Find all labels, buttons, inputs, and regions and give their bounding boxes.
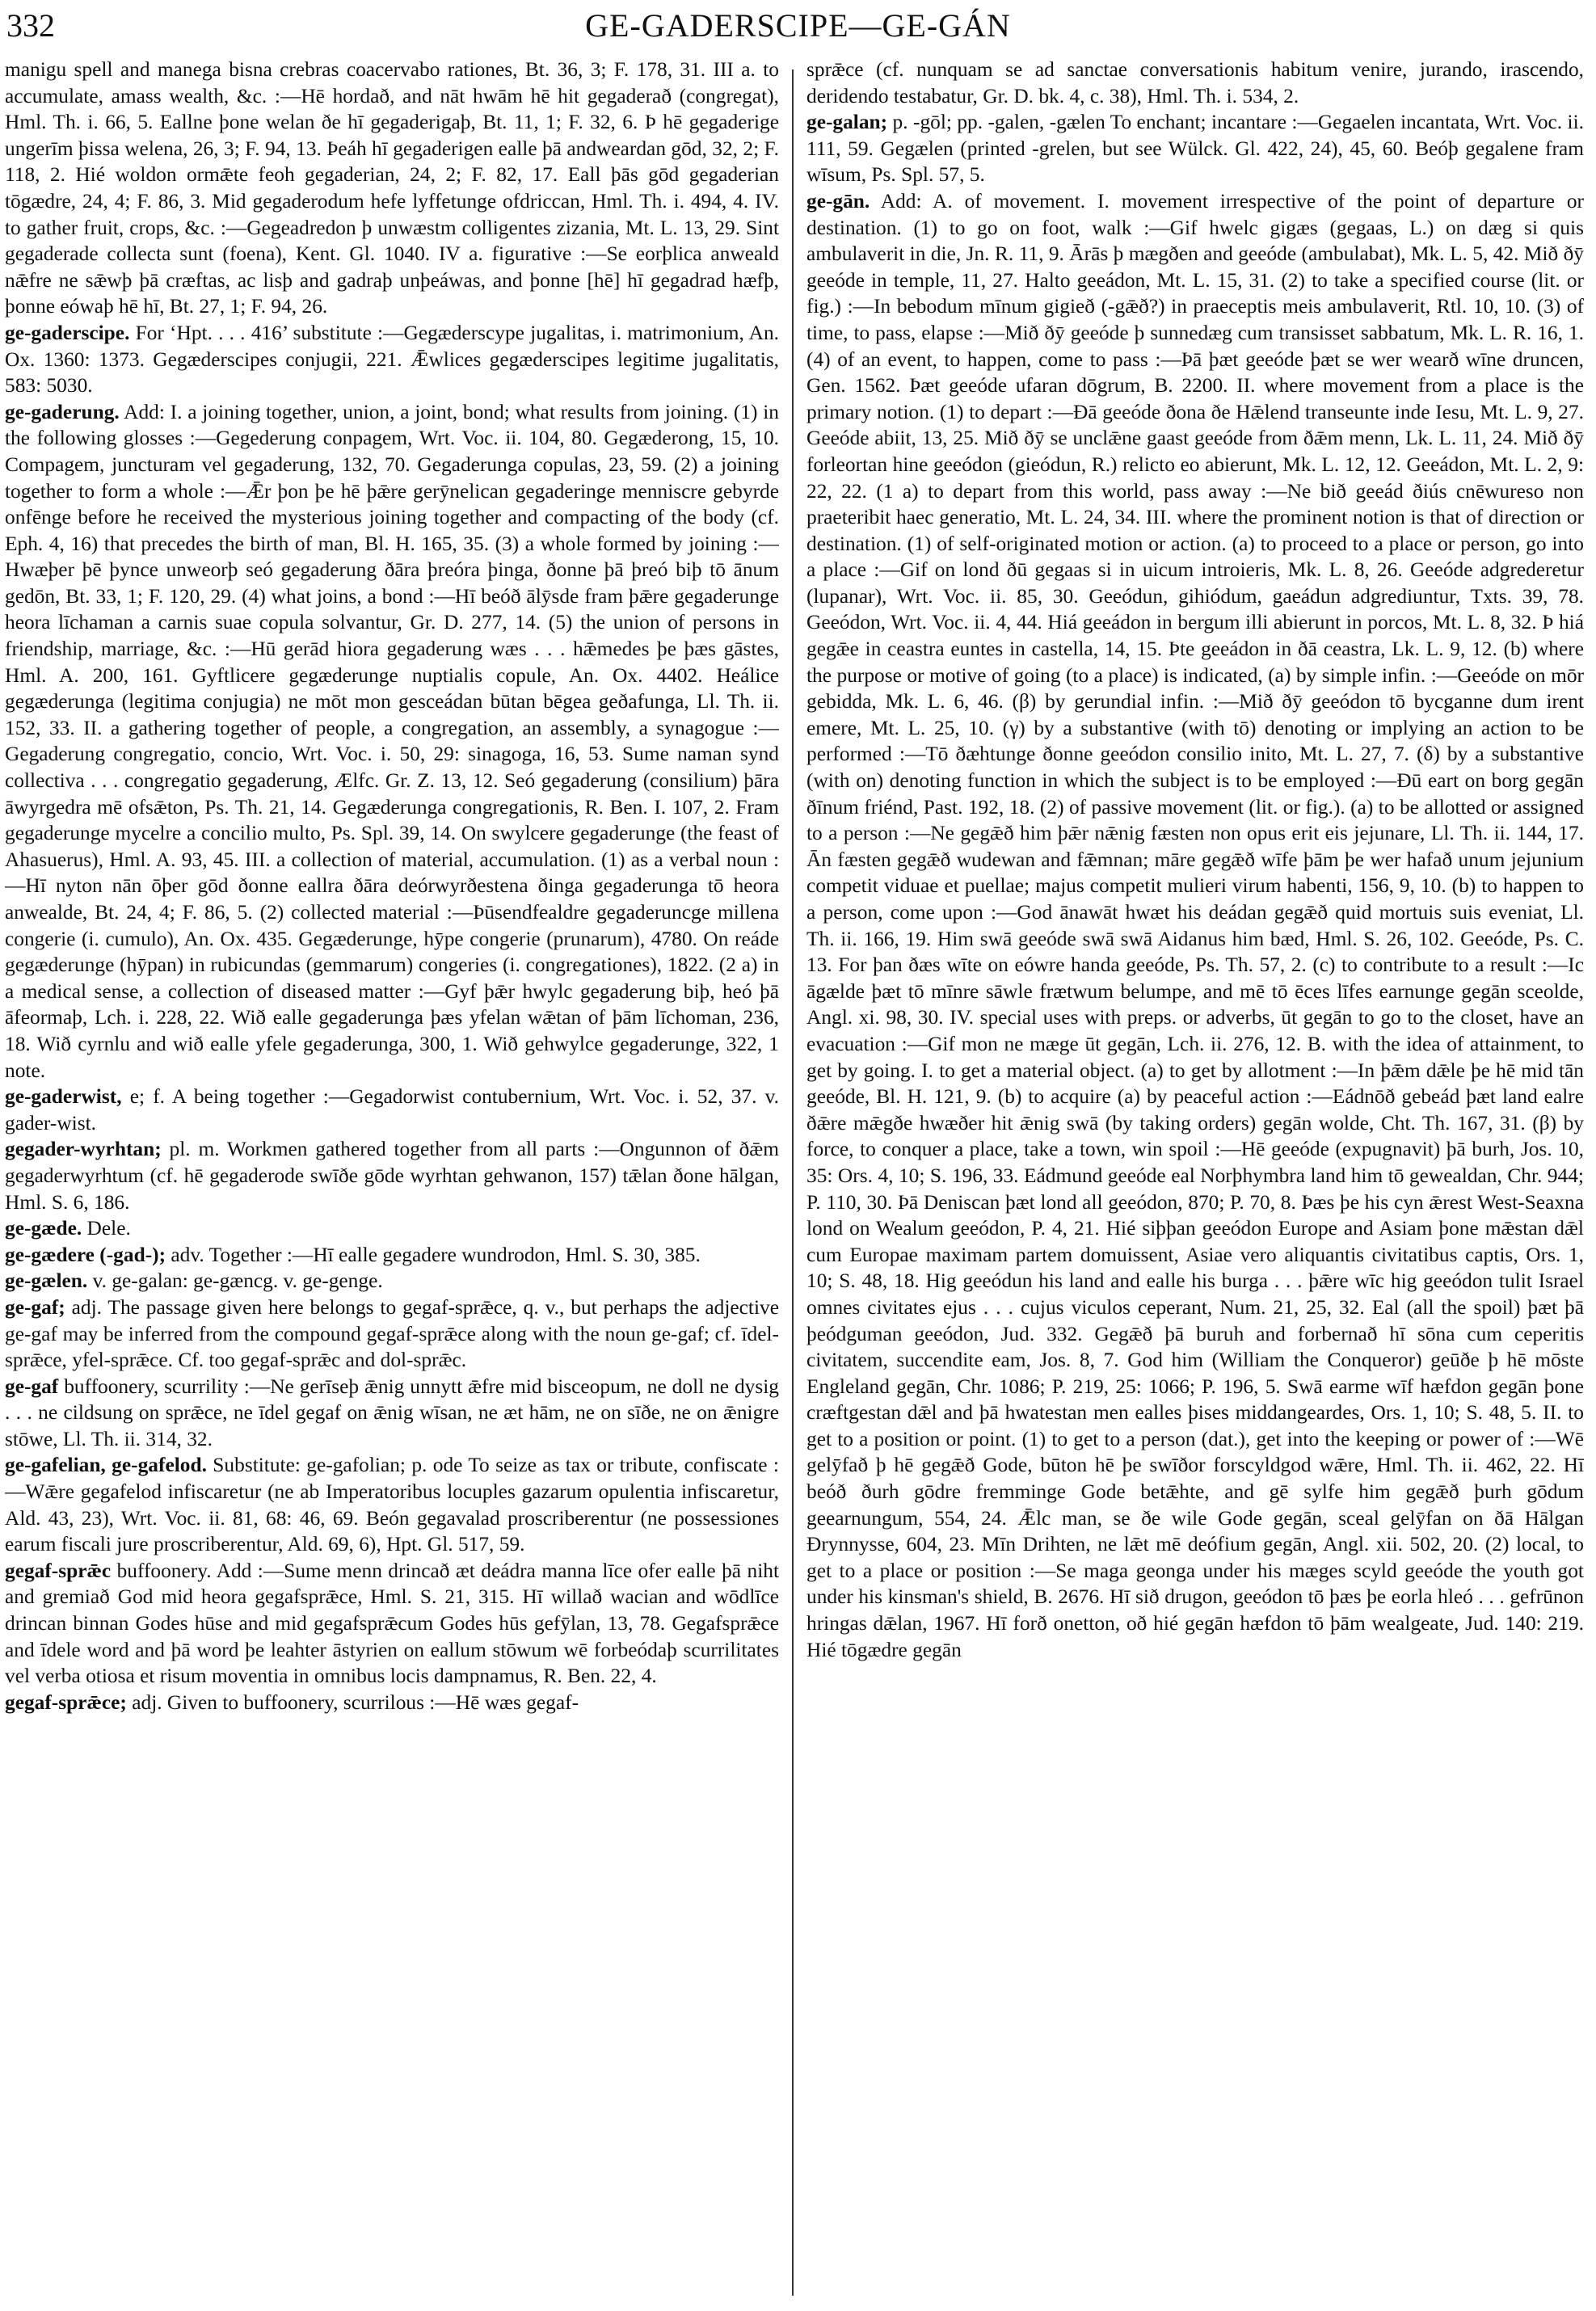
dictionary-entry <box>5 1242 779 1269</box>
entry-text: p. -gōl; pp. -galen, -gælen To enchant; incantare :—Gegaelen incantata, Wrt. Voc. ii. 111, 59. Gegælen (printed -grelen, but see Wülck. Gl. 422, 24), 45, 60. Beóþ gegalene fram wīsum, Ps. Spl. 57, 5. <box>806 111 1584 187</box>
entry-text: v. ge-galan: ge-gæncg. v. ge-genge. <box>87 1269 383 1293</box>
entry-text: e; f. A being together :—Gegadorwist contubernium, Wrt. Voc. i. 52, 37. v. gader-wist. <box>5 1085 779 1134</box>
dictionary-entry <box>5 1136 779 1215</box>
left-column <box>5 57 779 2303</box>
entry-headword: ge-gaderscipe. <box>5 321 130 344</box>
dictionary-entry <box>806 109 1584 188</box>
dictionary-entry <box>5 57 779 320</box>
dictionary-entry <box>5 320 779 399</box>
entry-headword: ge-gaderung. <box>5 400 120 423</box>
entry-text: Dele. <box>82 1217 131 1240</box>
dictionary-entry <box>5 1558 779 1690</box>
entry-headword: ge-gaf; <box>5 1295 65 1319</box>
entry-text: For ‘Hpt. . . . 416’ substitute :—Gegæderscype jugalitas, i. matrimonium, An. Ox. 1360: 1373. Gegæderscipes conjugii, 221. Ǣwlices gegæderscipes legitime jugalitatis, 583: 5030. <box>5 321 779 398</box>
column-divider <box>792 69 794 2296</box>
dictionary-entry <box>806 57 1584 109</box>
dictionary-entry <box>5 1374 779 1453</box>
entry-text: Add: I. a joining together, union, a joint, bond; what results from joining. (1) in the following glosses :—Gegederung conpagem, Wrt. Voc. ii. 104, 80. Gegæderong, 15, 10. Compagem, juncturam vel gegaderung, 132, 70. Gegaderunga copulas, 23, 59. (2) a joining together to form a whole :—Ǣr þon þe hē þǣre gerȳnelican gegaderinge menniscre gebyrde onfēnge before he received the mysterious joining together and compacting of the body (cf. Eph. 4, 16) that precedes the birth of man, Bl. H. 165, 35. (3) a whole formed by joining :—Hwæþer þē þynce unweorþ seó gegaderung ðāra þreóra þinga, ðonne þā þreó biþ tō ānum gedōn, Bt. 33, 1; F. 120, 29. (4) what joins, a bond :—Hī beóð ālȳsde fram þǣre gegaderunge heora līchaman a carnis suae copula solvantur, Gr. D. 277, 14. (5) the union of persons in friendship, marriage, &c. :—Hū gerād hiora gegaderung wæs . . . hǣmedes þe þæs gāstes, Hml. A. 200, 161. Gyftlicere gegæderunge nuptialis copule, An. Ox. 4402. Heálice gegæderunga (legitima conjugia) ne mōt mon gesceádan būtan bēgea geðafunga, Ll. Th. ii. 152, 33. II. a gathering together of people, a congregation, an assembly, a synagogue :—Gegaderung congregatio, concio, Wrt. Voc. i. 50, 29: sinagoga, 16, 53. Sume naman synd collectiva . . . congregatio gegaderung, Ælfc. Gr. Z. 13, 12. Seó gegaderung (consilium) þāra āwyrgedra mē ofsǣton, Ps. Th. 21, 14. Gegæderunga congregationis, R. Ben. I. 107, 2. Fram gegaderunge mycelre a concilio multo, Ps. Spl. 39, 14. On swylcere gegaderunge (the feast of Ahasuerus), Hml. A. 93, 45. III. a collection of material, accumulation. (1) as a verbal noun :—Hī nyton nān ōþer gōd ðonne eallra ðāra deórwyrðestena ðinga gegaderunga tō heora anwealde, Bt. 24, 4; F. 86, 5. (2) collected material :—Þūsendfealdre gegaderuncge millena congerie (i. cumulo), An. Ox. 435. Gegæderunge, hȳpe congerie (prunarum), 4780. On reáde gegæderunge (hȳpan) in rubicundas (gemmarum) congeries (i. congregationes), 1822. (2 a) in a medical sense, a collection of diseased matter :—Gyf þǣr hwylc gegaderung biþ, heó þā āfeormaþ, Lch. i. 228, 22. Wið ealle gegaderunga þæs yfelan wǣtan of þām līchoman, 236, 18. Wið cyrnlu and wið ealle yfele gegaderunga, 300, 1. Wið gehwylce gegaderunge, 322, 1 note. <box>5 400 779 1082</box>
entry-headword: gegader-wyrhtan; <box>5 1138 162 1161</box>
entry-text: buffoonery. Add :—Sume menn drincað æt deádra manna līce ofer ealle þā niht and gremiað God mid heora gegafsprǣce, Hml. S. 21, 315. Hī willað wacian and wōdlīce drincan binnan Godes hūse and mid gegafsprǣcum Godes hūs gefȳlan, 13, 78. Gegafsprǣce and īdele word and þā word þe leahter āstyrien on eallum stōwum wē forbeódaþ scurrilitates vel verba otiosa et risum moventia in omnibus locis dampnamus, R. Ben. 22, 4. <box>5 1559 779 1688</box>
dictionary-entry <box>5 1268 779 1294</box>
entry-text: pl. m. Workmen gathered together from all parts :—Ongunnon of ðǣm gegaderwyrhtum (cf. hē gegaderode swīðe gōde wyrhtan gehwanon, 157) tǣlan ðone hālgan, Hml. S. 6, 186. <box>5 1138 779 1214</box>
entry-text: Add: A. of movement. I. movement irrespective of the point of departure or destination. (1) to go on foot, walk :—Gif hwelc gigæs (gegaas, L.) on dæg si quis ambulaverit in die, Jn. R. 11, 9. Ārās þ mægðen and geeóde (ambulabat), Mk. L. 5, 42. Mið ðȳ geeóde in temple, 11, 27. Halto geeádon, Mt. L. 15, 31. (2) to take a specified course (lit. or fig.) :—In bebodum mīnum gigieð (-gǣð?) in praeceptis meis ambulaverit, Rtl. 10, 10. (3) of time, to pass, elapse :—Mið ðȳ geeóde þ sunnedæg cum transisset sabbatum, Mk. L. R. 16, 1. (4) of an event, to happen, come to pass :—Þā þæt geeóde þæt se wer wearð wīne druncen, Gen. 1562. Þæt geeóde ufaran dōgrum, B. 2200. II. where movement from a place is the primary notion. (1) to depart :—Ðā geeóde ðona ðe Hǣlend transeunte inde Iesu, Mt. L. 9, 27. Geeóde abiit, 13, 25. Mið ðȳ se unclǣne gaast geeóde from ðǣm menn, Lk. L. 11, 24. Mið ðȳ forleortan hine geeódon (gieódun, R.) relicto eo abierunt, Mk. L. 12, 12. Geeádon, Mt. L. 2, 9: 22, 22. (1 a) to depart from this world, pass away :—Ne bið geeád ðiús cnēwureso non praeteribit haec generatio, Mt. L. 24, 34. III. where the prominent notion is that of direction or destination. (1) of self-originated motion or action. (a) to proceed to a place or person, go into a place :—Gif on lond ðū gegaas si in uicum introieris, Mk. L. 8, 26. Geeóde adgrederetur (lupanar), Wrt. Voc. ii. 85, 30. Geeódun, gihiódum, gaeádun adgrediuntur, Txts. 39, 78. Geeódon, Wrt. Voc. ii. 4, 44. Hiá geeádon in bergum illi abierunt in porcos, Mt. L. 8, 32. Þ hiá gegǣe in ceastra euntes in castella, 14, 15. Þte geeádon in ðā ceastra, Lk. L. 9, 12. (b) where the purpose or motive of going (to a place) is indicated, (a) by simple infin. :—Geeóde on mōr gebidda, Mk. L. 6, 46. (β) by gerundial infin. :—Mið ðȳ geeódon tō bycganne dum irent emere, Mt. L. 25, 10. (γ) by a substantive (with tō) denoting or implying an action to be performed :—Tō ðæhtunge ðonne geeódon consilio inito, Mt. L. 27, 7. (δ) by a substantive (with on) denoting function in which the subject is to be employed :—Ðū eart on borg gegān ðīnum friénd, Past. 192, 18. (2) of passive movement (lit. or fig.). (a) to be allotted or assigned to a person :—Ne gegǣð him þǣr nǣnig fæsten non opus erit eis jejunare, Ll. Th. ii. 144, 17. Ān fæsten gegǣð wudewan and fǣmnan; māre gegǣð wīfe þām þe wer hafað unum jejunium competit viduae et puellae; majus competit mulieri virum habenti, 156, 9, 10. (b) to happen to a person, come upon :—God ānawāt hwæt his deádan gegǣð quid mortuis suis eveniat, Ll. Th. ii. 166, 19. Him swā geeóde swā swā Aidanus him bæd, Hml. S. 26, 102. Geeóde, Ps. C. 13. For þan ðæs wīte on eówre handa geeóde, Ps. Th. 57, 2. (c) to contribute to a result :—Ic āgælde þæt tō mīnre sāwle frætwum belumpe, and mē tō ēces līfes earnunge gegān sceolde, Angl. xi. 98, 30. IV. special uses with preps. or adverbs, ūt gegān to go to the closet, have an evacuation :—Gif mon ne mæge ūt gegān, Lch. ii. 276, 12. B. with the idea of attainment, to get by going. I. to get a material object. (a) to get by allotment :—In þǣm dǣle þe hē mid tān geeóde, Bl. H. 121, 9. (b) to acquire (a) by peaceful action :—Eádnōð gebeád þæt land ealre ðǣre mǣgðe hwæðer hit ǣnig swā (by taking orders) gegān wolde, Cht. Th. 167, 31. (β) by force, to conquer a place, take a town, win spoil :—Hē geeóde (expugnavit) þā burh, Jos. 10, 35: Ors. 4, 10; S. 196, 33. Eádmund geeóde eal Norþhymbra land him tō gewealdan, Chr. 944; P. 110, 30. Þā Deniscan þæt lond all geeódon, 870; P. 70, 8. Þæs þe his cyn ǣrest West-Seaxna lond on Wealum geeódon, P. 4, 21. Hié siþþan geeódon Europe and Asiam þone mǣstan dǣl cum Europae maximam partem domuissent, Asiae vero aliquantis civitatibus captis, Ors. 1, 10; S. 48, 18. Hig geeódun his land and ealle his burga . . . þǣre wīc hig geeódon tulit Israel omnes civitates ejus . . . cujus viculos ceperant, Num. 21, 25, 32. Eal (all the spoil) þæt þā þeódguman geeódon, Jud. 332. Gegǣð þā buruh and forbernað hī sōna cum ceperitis civitatem, succendite eam, Jos. 8, 7. God him (William the Conqueror) geūðe þ hē mōste Engleland gegān, Chr. 1086; P. 219, 25: 1066; P. 196, 5. Swā earme wīf hæfdon gegān þone cræftgestan dǣl and þā hwatestan men ealles þises middangeardes, Ors. 1, 10; S. 48, 5. II. to get to a position or point. (1) to get to a person (dat.), get into the keeping or power of :—Wē gelȳfað þ hē gegǣð Gode, būton hē þe swīðor forscyldgod wǣre, Hml. Th. ii. 462, 22. Hī beóð ðurh gōdre fremminge Gode betǣhte, and gē sylfe him gegǣð þurh gōdum geearnungum, 554, 24. Ǣlc man, se ðe wile Gode gegān, sceal gelȳfan on ðā Hālgan Ðrynnysse, 604, 23. Mīn Drihten, ne lǣt mē deófium gegān, Angl. xii. 502, 20. (2) local, to get to a place or position :—Se maga geonga under his mæges scyld geeóde the youth got under his kinsman's shield, B. 2676. Hī sið drugon, geeódon tō þæs þe eorla hleó . . . gefrūnon hringas dǣlan, 1967. Hī forð onetton, oð hié gegān hæfdon tō þām wealgeate, Jud. 140: 219. Hié tōgædre gegān <box>806 189 1584 1661</box>
entry-headword: ge-gædere (-gad-); <box>5 1243 166 1266</box>
entry-headword: ge-gaderwist, <box>5 1085 122 1109</box>
entry-text: adv. Together :—Hī ealle gegadere wundrodon, Hml. S. 30, 385. <box>166 1243 701 1266</box>
entry-headword: ge-gān. <box>806 189 870 213</box>
page-header <box>0 6 1596 53</box>
entry-headword: gegaf-sprǣce; <box>5 1690 127 1714</box>
entry-headword: ge-gælen. <box>5 1269 88 1293</box>
dictionary-entry <box>5 1294 779 1374</box>
page-number: 332 <box>6 7 55 44</box>
entry-text: buffoonery, scurrility :—Ne gerīseþ ǣnig unnytt ǣfre mid bisceopum, ne doll ne dysig . . . ne cildsung on sprǣce, ne īdel gegaf on ǣnig wīsan, ne æt hām, ne on sīðe, ne on ǣnigre stōwe, Ll. Th. ii. 314, 32. <box>5 1374 779 1450</box>
right-column <box>806 57 1584 2303</box>
entry-headword: gegaf-sprǣc <box>5 1559 112 1582</box>
entry-text: Substitute: ge-gafolian; p. ode To seize as tax or tribute, confiscate :—Wǣre gegafelod infiscaretur (ne ab Imperatoribus locuples gazarum opulentia infiscaretur, Ald. 43, 23), Wrt. Voc. ii. 81, 68: 46, 69. Beón gegavalad proscriberentur (ne possessiones earum fiscali jure proscriberentur, Ald. 69, 6), Hpt. Gl. 517, 59. <box>5 1454 779 1556</box>
running-head-title: GE-GADERSCIPE—GE-GÁN <box>585 7 1011 44</box>
entry-headword: ge-gæde. <box>5 1217 82 1240</box>
dictionary-entry <box>5 399 779 1084</box>
dictionary-entry <box>5 1690 779 1716</box>
entry-text: sprǣce (cf. nunquam se ad sanctae conversationis habitum venire, jurando, irascendo, deridendo testabatur, Gr. D. bk. 4, c. 38), Hml. Th. i. 534, 2. <box>806 58 1584 107</box>
entry-text: adj. Given to buffoonery, scurrilous :—Hē wæs gegaf- <box>126 1690 579 1714</box>
entry-text: manigu spell and manega bisna crebras coacervabo rationes, Bt. 36, 3; F. 178, 31. III a. to accumulate, amass wealth, &c. :—Hē hordað, and nāt hwām hē hit gegaderað (congregat), Hml. Th. i. 66, 5. Eallne þone welan ðe hī gegaderigaþ, Bt. 11, 1; F. 32, 6. Þ hē gegaderige ungerīm þissa welena, 26, 3; F. 94, 13. Þeáh hī gegaderigen ealle þā andweardan gōd, 32, 2; F. 118, 2. Hié woldon ormǣte feoh gegaderian, 24, 2; F. 82, 17. Eall þās gōd gegaderian tōgædre, 24, 4; F. 86, 3. Mid gegaderodum hefe lyffetunge ofdriccan, Hml. Th. i. 494, 4. IV. to gather fruit, crops, &c. :—Gegeadredon þ unwæstm colligentes zizania, Mt. L. 13, 29. Sint gegaderade collecta sunt (foena), Kent. Gl. 1040. IV a. figurative :—Se eorþlica anweald nǣfre ne sǣwþ þā cræftas, ac lisþ and gadraþ unþeáwas, and þonne [hē] hī gegadrad hæfþ, þonne eówaþ hē hī, Bt. 27, 1; F. 94, 26. <box>5 58 779 318</box>
dictionary-entry <box>806 188 1584 1663</box>
dictionary-entry <box>5 1084 779 1136</box>
dictionary-entry <box>5 1452 779 1557</box>
entry-headword: ge-gafelian, ge-gafelod. <box>5 1454 207 1477</box>
entry-headword: ge-galan; <box>806 111 888 134</box>
entry-headword: ge-gaf <box>5 1374 59 1398</box>
entry-text: adj. The passage given here belongs to gegaf-sprǣce, q. v., but perhaps the adjective ge-gaf may be inferred from the compound gegaf-sprǣce along with the noun ge-gaf; cf. īdel-sprǣce, yfel-sprǣce. Cf. too gegaf-sprǣc and dol-sprǣc. <box>5 1295 779 1372</box>
dictionary-entry <box>5 1215 779 1242</box>
